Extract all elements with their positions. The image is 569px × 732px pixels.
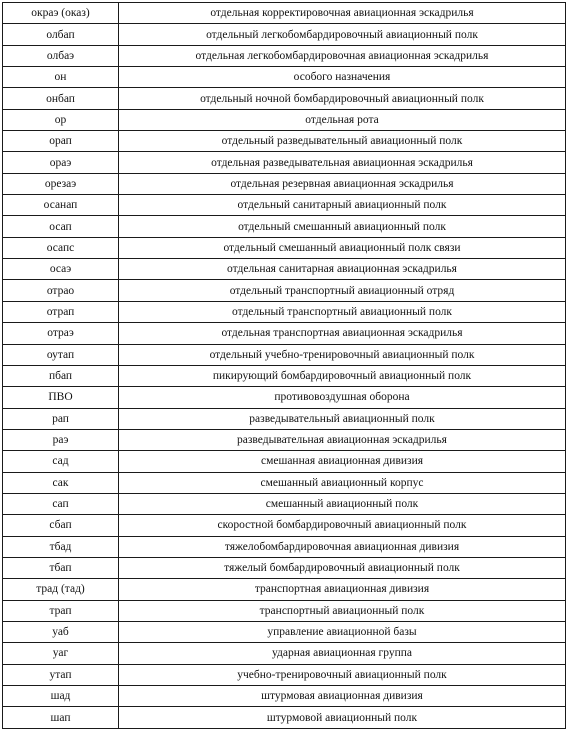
table-row [3,24,566,45]
meaning-cell: отдельный легкобомбардировочный авиационный полк [119,24,566,45]
meaning-cell: противовоздушная оборона [119,387,566,408]
meaning-cell: транспортный авиационный полк [119,600,566,621]
table-row [3,429,566,450]
abbreviation-cell: олбап [3,24,119,45]
meaning-cell: особого назначения [119,67,566,88]
meaning-cell: отдельный смешанный авиационный полк связи [119,237,566,258]
table-row [3,408,566,429]
meaning-cell: отдельная корректировочная авиационная эскадрилья [119,3,566,24]
abbreviation-cell: орап [3,131,119,152]
table-row [3,621,566,642]
abbreviation-cell: сбап [3,515,119,536]
abbreviation-cell: сап [3,493,119,514]
abbreviation-cell: сад [3,451,119,472]
abbreviation-table-body [3,3,566,729]
abbreviation-cell: раэ [3,429,119,450]
abbreviation-cell: орезаэ [3,173,119,194]
abbreviation-cell: отрап [3,301,119,322]
abbreviation-cell: пбап [3,365,119,386]
abbreviation-cell: онбап [3,88,119,109]
meaning-cell: скоростной бомбардировочный авиационный полк [119,515,566,536]
table-row [3,173,566,194]
table-row [3,280,566,301]
meaning-cell: отдельный санитарный авиационный полк [119,195,566,216]
meaning-cell: отдельный транспортный авиационный полк [119,301,566,322]
table-row [3,323,566,344]
meaning-cell: отдельный ночной бомбардировочный авиационный полк [119,88,566,109]
table-row [3,67,566,88]
table-row [3,88,566,109]
table-row [3,686,566,707]
table-row [3,387,566,408]
abbreviation-cell: осаэ [3,259,119,280]
table-row [3,664,566,685]
table-row [3,216,566,237]
abbreviation-table [2,2,566,729]
table-row [3,515,566,536]
abbreviation-cell: уаг [3,643,119,664]
table-row [3,301,566,322]
abbreviation-cell: шад [3,686,119,707]
abbreviation-cell: сак [3,472,119,493]
meaning-cell: отдельный транспортный авиационный отряд [119,280,566,301]
meaning-cell: отдельный разведывательный авиационный полк [119,131,566,152]
table-row [3,109,566,130]
abbreviation-cell: отрао [3,280,119,301]
table-row [3,600,566,621]
abbreviation-cell: ор [3,109,119,130]
meaning-cell: ударная авиационная группа [119,643,566,664]
table-row [3,344,566,365]
abbreviation-cell: осапс [3,237,119,258]
table-row [3,643,566,664]
meaning-cell: отдельная резервная авиационная эскадрилья [119,173,566,194]
meaning-cell: управление авиационной базы [119,621,566,642]
abbreviation-cell: осанап [3,195,119,216]
meaning-cell: учебно-тренировочный авиационный полк [119,664,566,685]
meaning-cell: тяжелобомбардировочная авиационная дивизия [119,536,566,557]
abbreviation-cell: ПВО [3,387,119,408]
meaning-cell: тяжелый бомбардировочный авиационный полк [119,557,566,578]
abbreviation-cell: он [3,67,119,88]
meaning-cell: транспортная авиационная дивизия [119,579,566,600]
meaning-cell: отдельный учебно-тренировочный авиационный полк [119,344,566,365]
table-row [3,472,566,493]
meaning-cell: пикирующий бомбардировочный авиационный полк [119,365,566,386]
abbreviation-cell: отраэ [3,323,119,344]
meaning-cell: отдельная транспортная авиационная эскадрилья [119,323,566,344]
abbreviation-cell: трап [3,600,119,621]
abbreviation-cell: тбап [3,557,119,578]
table-row [3,45,566,66]
table-row [3,237,566,258]
abbreviation-cell: тбад [3,536,119,557]
table-row [3,707,566,729]
meaning-cell: отдельная разведывательная авиационная эскадрилья [119,152,566,173]
abbreviation-cell: олбаэ [3,45,119,66]
meaning-cell: штурмовой авиационный полк [119,707,566,729]
table-row [3,365,566,386]
abbreviation-cell: уаб [3,621,119,642]
meaning-cell: разведывательный авиационный полк [119,408,566,429]
table-row [3,557,566,578]
table-row [3,152,566,173]
table-row [3,579,566,600]
meaning-cell: смешанный авиационный корпус [119,472,566,493]
table-row [3,195,566,216]
meaning-cell: отдельный смешанный авиационный полк [119,216,566,237]
table-row [3,451,566,472]
abbreviation-cell: окраэ (оказ) [3,3,119,24]
table-row [3,131,566,152]
abbreviation-cell: осап [3,216,119,237]
meaning-cell: штурмовая авиационная дивизия [119,686,566,707]
abbreviation-cell: трад (тад) [3,579,119,600]
abbreviation-cell: ораэ [3,152,119,173]
table-row [3,3,566,24]
table-row [3,259,566,280]
meaning-cell: смешанный авиационный полк [119,493,566,514]
meaning-cell: смешанная авиационная дивизия [119,451,566,472]
abbreviation-cell: оутап [3,344,119,365]
abbreviation-cell: шап [3,707,119,729]
table-row [3,536,566,557]
meaning-cell: разведывательная авиационная эскадрилья [119,429,566,450]
meaning-cell: отдельная легкобомбардировочная авиационная эскадрилья [119,45,566,66]
meaning-cell: отдельная санитарная авиационная эскадрилья [119,259,566,280]
table-row [3,493,566,514]
meaning-cell: отдельная рота [119,109,566,130]
abbreviation-cell: утап [3,664,119,685]
abbreviation-cell: рап [3,408,119,429]
